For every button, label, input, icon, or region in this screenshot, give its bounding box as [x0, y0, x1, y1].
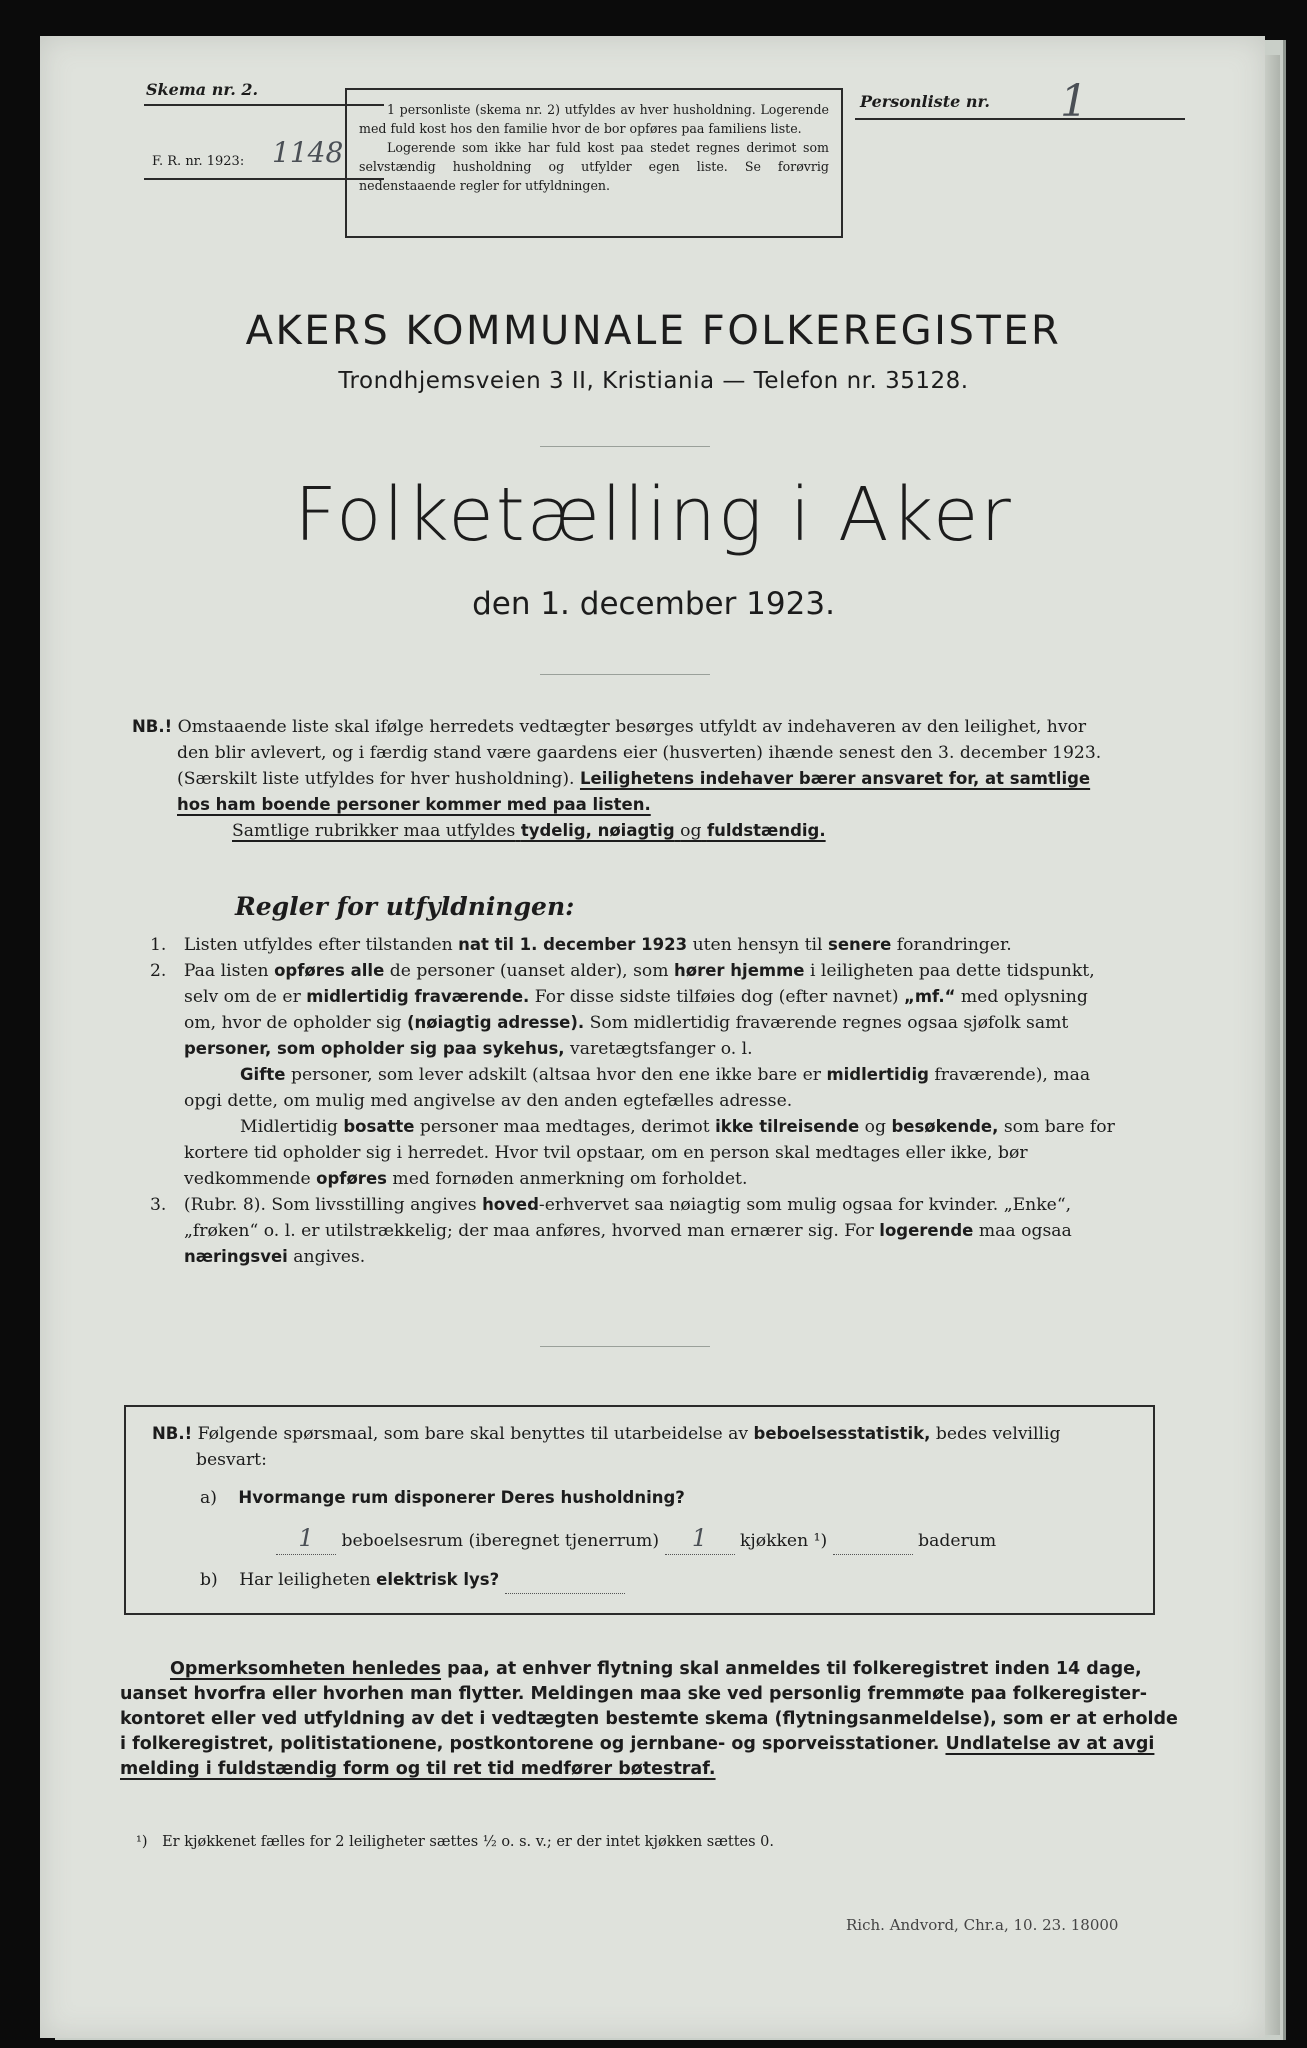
bath-answer[interactable] — [833, 1528, 913, 1555]
rooms-answer[interactable]: 1 — [298, 1524, 314, 1552]
rule-3-l3a: næringsvei — [184, 1247, 288, 1266]
nb-section-1 — [132, 714, 1192, 844]
personliste-rule — [855, 118, 1185, 120]
rules-list — [150, 932, 1200, 1270]
rule-3-number: 3. — [150, 1195, 167, 1215]
fr-handwritten-number: 1148 — [272, 136, 344, 169]
nb1-line-5d: fuldstændig. — [706, 821, 826, 840]
fr-label: F. R. nr. 1923: — [152, 154, 245, 169]
rule-2-l1c: de personer (uanset alder), som — [389, 961, 669, 981]
rule-2-l5d: fraværende), maa — [934, 1065, 1091, 1085]
electric-light-answer[interactable] — [505, 1567, 625, 1594]
separator-3 — [540, 1346, 710, 1347]
rule-2-l7g: som bare for — [1003, 1117, 1115, 1137]
rule-3-l2b: logerende — [879, 1221, 974, 1240]
rule-2-number: 2. — [150, 961, 167, 981]
bath-label: baderum — [918, 1531, 997, 1551]
info-paragraph-2: Logerende som ikke har fuld kost paa stedet regnes derimot som selvstændig husholdning og utfylder egen liste. Se forøvrig nedenstaaende regler for utfyldningen. — [359, 140, 829, 193]
rule-2-l7f: besøkende, — [891, 1117, 999, 1136]
rule-1-number: 1. — [150, 935, 167, 955]
nb1-line-3a: (Særskilt liste utfyldes for hver husholdning). — [177, 769, 575, 789]
office-title: AKERS KOMMUNALE FOLKEREGISTER — [245, 308, 1062, 354]
nb1-line-5a: Samtlige rubrikker maa utfyldes — [232, 821, 516, 841]
rule-2-l3b: (nøiagtig adresse). — [406, 1013, 585, 1032]
room-count-row — [276, 1525, 1106, 1555]
rule-2-l1e: i leiligheten paa dette tidspunkt, — [809, 961, 1095, 981]
rule-3 — [150, 1192, 1200, 1270]
housing-statistics-box — [124, 1405, 1155, 1615]
notice-line-5: melding i fuldstændig form og til ret tid medfører bøtestraf. — [120, 1759, 716, 1779]
nb1-label: NB.! — [132, 717, 173, 736]
footnote-mark: ¹) — [136, 1834, 148, 1850]
nb2-label: NB.! — [152, 1424, 193, 1443]
rule-2-l4a: personer, som opholder sig paa sykehus, — [184, 1039, 565, 1058]
rule-2-l9b: opføres — [316, 1169, 387, 1188]
nb1-line-2: den blir avlevert, og i færdig stand være gaardens eier (husverten) ihænde senest den 3. december 1923. — [177, 743, 1102, 763]
rule-2-l7a: Midlertidig — [240, 1117, 338, 1137]
census-form-page — [40, 36, 1265, 2038]
rule-2-l2a: selv om de er — [184, 987, 301, 1007]
rule-2-l2e: med oplysning — [960, 987, 1088, 1007]
footnote — [136, 1834, 774, 1850]
notice-line-1a: Opmerksomheten henledes — [170, 1659, 442, 1679]
rule-2-l2c: For disse sidste tilføies dog (efter navnet) — [534, 987, 899, 1007]
rule-2-l5c: midlertidig — [826, 1065, 929, 1084]
separator-1 — [540, 446, 710, 447]
main-title: Folketælling i Aker — [294, 472, 1013, 558]
rule-2-l5a: Gifte — [240, 1065, 286, 1084]
moving-notice — [120, 1657, 1200, 1782]
rule-3-l2a: „frøken“ o. l. er utilstrækkelig; der maa anføres, hvorved man ernærer sig. For — [184, 1221, 874, 1241]
separator-2 — [540, 674, 710, 675]
question-b-text-b: elektrisk lys? — [376, 1570, 500, 1589]
nb1-line-3b: Leilighetens indehaver bærer ansvaret for, at samtlige — [579, 769, 1091, 788]
kitchen-label: kjøkken ¹) — [740, 1531, 828, 1551]
rule-2-l3c: Som midlertidig fraværende regnes ogsaa sjøfolk samt — [589, 1013, 1069, 1033]
nb1-line-4: hos ham boende personer kommer med paa listen. — [177, 795, 651, 814]
rule-2-l6: opgi dette, om mulig med angivelse av den anden egtefælles adresse. — [184, 1091, 793, 1111]
personliste-handwritten-number: 1 — [1060, 76, 1088, 127]
question-b-text-a: Har leiligheten — [239, 1570, 371, 1590]
kitchen-answer[interactable]: 1 — [691, 1524, 708, 1552]
office-address: Trondhjemsveien 3 II, Kristiania — Telefon nr. 35128. — [338, 368, 969, 394]
nb2-line-1a: Følgende spørsmaal, som bare skal benyttes til utarbeidelse av — [197, 1424, 749, 1444]
nb1-line-1: Omstaaende liste skal ifølge herredets vedtægter besørges utfyldt av indehaveren av den leilighet, hvor — [177, 717, 1087, 737]
rule-2-l7d: ikke tilreisende — [715, 1117, 860, 1136]
rules-heading: Regler for utfyldningen: — [235, 892, 575, 921]
nb1-line-5b: tydelig, nøiagtig — [520, 821, 675, 840]
rule-3-l2c: maa ogsaa — [978, 1221, 1072, 1241]
notice-line-2: uanset hvorfra eller hvorhen man flytter. Meldingen maa ske ved personlig fremmøte paa folkeregister- — [120, 1684, 1147, 1704]
notice-line-4b: Undlatelse av at avgi — [945, 1734, 1155, 1754]
printer-imprint: Rich. Andvord, Chr.a, 10. 23. 18000 — [846, 1916, 1119, 1934]
rule-2-l9c: med fornøden anmerkning om forholdet. — [392, 1169, 748, 1189]
notice-line-1b: paa, at enhver flytning skal anmeldes til folkeregistret inden 14 dage, — [447, 1659, 1142, 1679]
rule-2-l8: kortere tid opholder sig i herredet. Hvor tvil opstaar, om en person skal medtages eller ikke, bør — [184, 1143, 1028, 1163]
rule-1 — [150, 932, 1200, 958]
rule-2-l2b: midlertidig fraværende. — [306, 987, 530, 1006]
rule-3-l3b: angives. — [293, 1247, 366, 1267]
nb2-line-2: besvart: — [196, 1450, 267, 1470]
nb2-line-1b: beboelsesstatistik, — [753, 1424, 931, 1443]
nb2-line-1c: bedes velvillig — [935, 1424, 1061, 1444]
question-b-number: b) — [200, 1570, 218, 1590]
rule-3-l1a: (Rubr. 8). Som livsstilling angives — [183, 1195, 477, 1215]
rule-1-d: senere — [828, 935, 892, 954]
rule-2-l2d: „mf.“ — [904, 987, 956, 1006]
rule-2-l7b: bosatte — [343, 1117, 415, 1136]
rule-1-c: uten hensyn til — [692, 935, 823, 955]
rule-2-l3a: om, hvor de opholder sig — [184, 1013, 402, 1033]
rule-2-l4b: varetægtsfanger o. l. — [570, 1039, 753, 1059]
rooms-label: beboelsesrum (iberegnet tjenerrum) — [341, 1531, 660, 1551]
rule-3-l1b: hoved — [482, 1195, 539, 1214]
nb1-line-5c: og — [680, 821, 702, 841]
rule-2-l1d: hører hjemme — [674, 961, 805, 980]
rule-3-l1c: -erhvervet saa nøiagtig som mulig ogsaa for kvinder. „Enke“, — [538, 1195, 1072, 1215]
rule-2-l9a: vedkommende — [184, 1169, 311, 1189]
question-a-number: a) — [200, 1488, 217, 1508]
footnote-text: Er kjøkkenet fælles for 2 leiligheter sættes ½ o. s. v.; er der intet kjøkken sættes 0. — [162, 1834, 774, 1850]
info-paragraph-1: 1 personliste (skema nr. 2) utfyldes av hver husholdning. Logerende med fuld kost hos den familie hvor de bor opføres paa familiens liste. — [359, 102, 829, 136]
rule-1-e: forandringer. — [896, 935, 1012, 955]
personliste-label: Personliste nr. — [860, 92, 990, 111]
rule-2-l7e: og — [864, 1117, 886, 1137]
rule-2 — [150, 958, 1200, 1192]
census-date: den 1. december 1923. — [472, 586, 835, 622]
rule-1-a: Listen utfyldes efter tilstanden — [183, 935, 453, 955]
notice-line-3: kontoret eller ved utfyldning av det i vedtægten bestemte skema (flytningsanmeldelse), som er at erholde — [120, 1709, 1178, 1729]
skema-number: Skema nr. 2. — [146, 80, 259, 99]
rule-2-l7c: personer maa medtages, derimot — [419, 1117, 710, 1137]
notice-line-4a: i folkeregistret, politistationene, postkontorene og jernbane- og sporveisstationer. — [120, 1734, 940, 1754]
rule-1-b: nat til 1. december 1923 — [458, 935, 688, 954]
rule-2-l5b: personer, som lever adskilt (altsaa hvor den ene ikke bare er — [290, 1065, 821, 1085]
nb1-line-5 — [132, 818, 1192, 844]
question-a-text: Hvormange rum disponerer Deres husholdning? — [238, 1488, 685, 1507]
rule-2-l1a: Paa listen — [183, 961, 269, 981]
household-instructions-box — [345, 88, 843, 238]
rule-2-l1b: opføres alle — [274, 961, 385, 980]
